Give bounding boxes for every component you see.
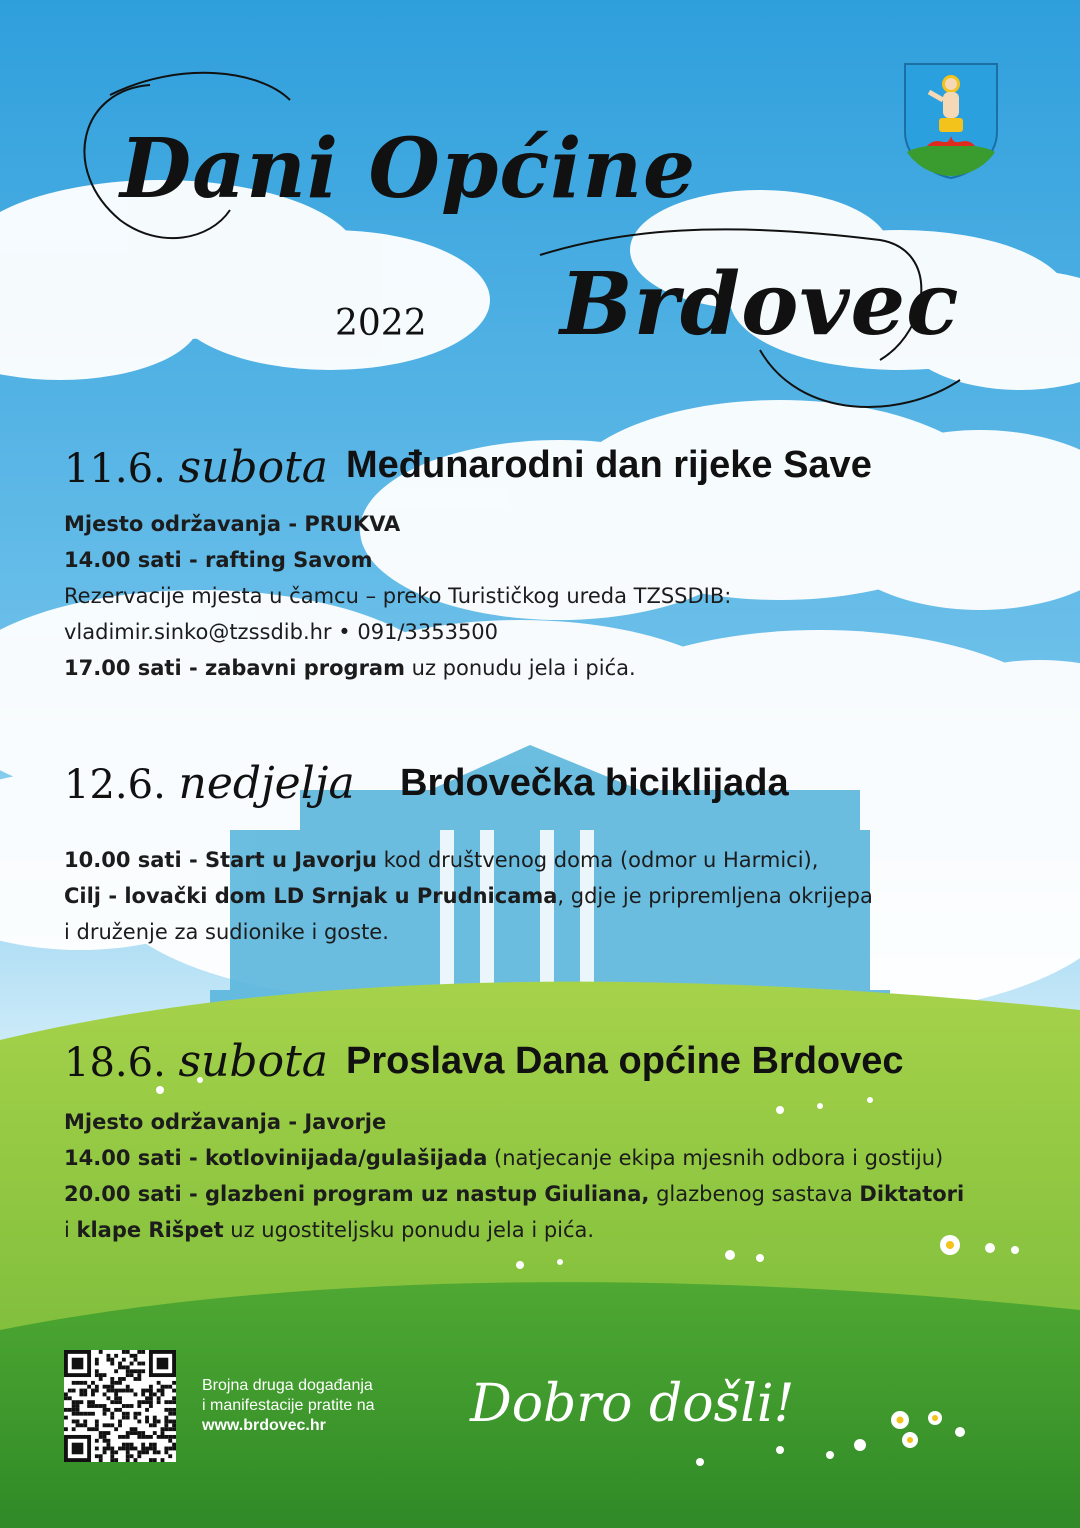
footer-website-link[interactable]: www.brdovec.hr bbox=[202, 1417, 326, 1434]
municipal-crest-icon bbox=[903, 62, 999, 180]
bullet-separator: • bbox=[338, 620, 351, 644]
event-3-band: Diktatori bbox=[859, 1182, 965, 1206]
qr-code-icon[interactable] bbox=[64, 1350, 176, 1462]
event-2-social: i druženje za sudionike i goste. bbox=[64, 920, 389, 944]
event-3-details bbox=[64, 1104, 964, 1248]
event-1-day: subota bbox=[178, 442, 328, 493]
event-1-location: Mjesto održavanja - PRUKVA bbox=[64, 512, 401, 536]
event-3-cooking: 14.00 sati - kotlovinijada/gulašijada bbox=[64, 1146, 488, 1170]
event-1-program: 17.00 sati - zabavni program bbox=[64, 656, 405, 680]
event-3-and: i bbox=[64, 1218, 77, 1242]
event-3-klapa: klape Rišpet bbox=[76, 1218, 224, 1242]
footer-note-line-2: i manifestacije pratite na bbox=[202, 1397, 375, 1414]
event-3-cooking-rest: (natjecanje ekipa mjesnih odbora i gostiju) bbox=[487, 1146, 944, 1170]
event-3-klapa-rest: uz ugostiteljsku ponudu jela i pića. bbox=[223, 1218, 595, 1242]
event-3-date-number: 18.6. bbox=[64, 1040, 166, 1086]
event-2-details bbox=[64, 842, 873, 950]
footer-note bbox=[202, 1376, 375, 1436]
event-3-music-mid: glazbenog sastava bbox=[649, 1182, 860, 1206]
welcome-message: Dobro došli! bbox=[470, 1374, 795, 1434]
event-1-email: vladimir.sinko@tzssdib.hr bbox=[64, 620, 332, 644]
event-3-day: subota bbox=[178, 1036, 328, 1087]
event-2-date bbox=[64, 758, 355, 809]
footer-note-line-1: Brojna druga događanja bbox=[202, 1377, 373, 1394]
event-3-title: Proslava Dana općine Brdovec bbox=[346, 1040, 904, 1082]
event-2-title: Brdovečka biciklijada bbox=[400, 762, 789, 804]
event-3-date bbox=[64, 1036, 328, 1087]
event-2-day: nedjelja bbox=[178, 758, 355, 809]
event-3-music: 20.00 sati - glazbeni program uz nastup Giuliana, bbox=[64, 1182, 650, 1206]
year: 2022 bbox=[335, 303, 427, 344]
event-1-program-rest: uz ponudu jela i pića. bbox=[404, 656, 636, 680]
event-1-date-number: 11.6. bbox=[64, 446, 166, 492]
event-1-details bbox=[64, 506, 731, 686]
title-line-2: Brdovec bbox=[560, 254, 960, 355]
event-2-finish-rest: , gdje je pripremljena okrijepa bbox=[557, 884, 873, 908]
event-2-start-rest: kod društvenog doma (odmor u Harmici), bbox=[376, 848, 819, 872]
event-1-date bbox=[64, 442, 328, 493]
event-2-date-number: 12.6. bbox=[64, 762, 166, 808]
title-line-1: Dani Općine bbox=[120, 121, 697, 217]
event-2-finish: Cilj - lovački dom LD Srnjak u Prudnicama bbox=[64, 884, 558, 908]
event-1-rafting: 14.00 sati - rafting Savom bbox=[64, 548, 373, 572]
event-3-location: Mjesto održavanja - Javorje bbox=[64, 1110, 387, 1134]
event-1-title: Međunarodni dan rijeke Save bbox=[346, 444, 872, 486]
event-1-reservation: Rezervacije mjesta u čamcu – preko Turističkog ureda TZSSDIB: bbox=[64, 584, 732, 608]
event-1-phone: 091/3353500 bbox=[357, 620, 499, 644]
event-2-start: 10.00 sati - Start u Javorju bbox=[64, 848, 377, 872]
